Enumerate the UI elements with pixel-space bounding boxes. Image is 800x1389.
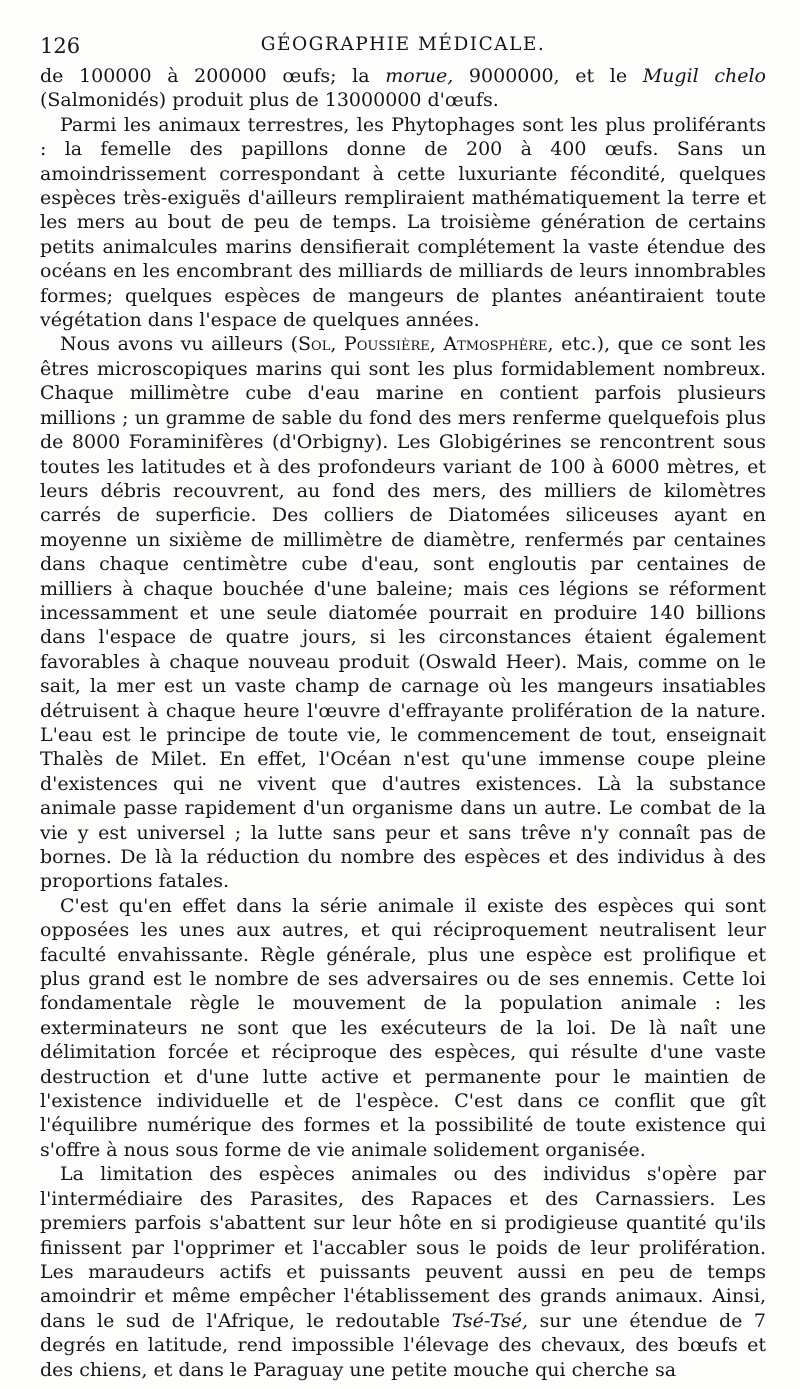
text-run: (Salmonidés) produit plus de 13000000 d'œufs. — [40, 89, 499, 112]
text-run: Nous avons vu ailleurs ( — [60, 333, 299, 356]
page-header — [40, 30, 766, 64]
text-run: 9000000, et le — [453, 65, 643, 87]
paragraph — [40, 113, 766, 333]
paragraph — [40, 894, 766, 1162]
small-caps-text: Sol, Poussière, Atmosphère, — [298, 333, 554, 356]
text-run: La limitation des espèces animales ou des individus s'opère par l'intermédiaire des Parasites, des Rapaces et des Carnassiers. Les premiers parfois s'abattent sur leur hôte en si prodigieuse quantité qu'ils finissent par l'opprimer et l'accabler sous le poids de leur prolifération. Les maraudeurs actifs et puissants peuvent aussi en peu de temps amoindrir et même empêcher l'établissement des grands animaux. Ainsi, dans le sud de l'Afrique, le redoutable — [40, 1163, 766, 1332]
text-run: C'est qu'en effet dans la série animale il existe des espèces qui sont opposées les unes aux autres, et qui réciproquement neutralisent leur faculté envahissante. Règle générale, plus une espèce est prolifique et plus grand est le nombre de ses adversaires ou de ses ennemis. Cette loi fondamentale règle le mouvement de la population animale : les exterminateurs ne sont que les exécuteurs de la loi. De là naît une délimitation forcée et réciproque des espèces, qui résulte d'une vaste destruction et d'une lutte active et permanente pour le maintien de l'existence individuelle et de l'espèce. C'est dans ce conflit que gît l'équilibre numérique des formes et la possibilité de toute existence qui s'offre à nous sous forme de vie animale solidement organisée. — [40, 894, 766, 1161]
text-run: etc.), que ce sont les êtres microscopiques marins qui sont les plus formidablement nombreux. Chaque millimètre cube d'eau marine en contient parfois plusieurs millions ; un gramme de sable du fond des mers renferme quelquefois plus de 8000 Foraminifères (d'Orbigny). Les Globigérines se rencontrent sous toutes les latitudes et à des profondeurs variant de 100 à 6000 mètres, et leurs débris recouvrent, au fond des mers, des milliers de kilomètres carrés de superficie. Des colliers de Diatomées siliceuses ayant en moyenne un sixième de millimètre de diamètre, renfermés par centaines dans chaque centimètre cube d'eau, sont engloutis par centaines de milliers à chaque bouchée d'une baleine; mais ces légions se réforment incessamment et une seule diatomée pourrait en produire 140 billions dans l'espace de quatre jours, si les circonstances étaient également favorables à chaque nouveau produit (Oswald Heer). Mais, comme on le sait, la mer est un vaste champ de carnage où les mangeurs insatiables détruisent à chaque heure l'œuvre d'effrayante prolifération de la nature. L'eau est le principe de toute vie, le commencement de tout, enseignait Thalès de Milet. En effet, l'Océan n'est qu'une immense coupe pleine d'existences qui ne vivent que d'autres existences. Là la substance animale passe rapidement d'un organisme dans un autre. Le combat de la vie y est universel ; la lutte sans peur et sans trêve n'y connaît pas de bornes. De là la réduction du nombre des espèces et des individus à des proportions fatales. — [40, 333, 767, 893]
italic-text: Tsé-Tsé, — [451, 1309, 528, 1332]
body-text — [40, 64, 766, 1382]
paragraph — [40, 332, 766, 893]
running-head: GÉOGRAPHIE MÉDICALE. — [260, 34, 546, 55]
paragraph — [40, 1162, 766, 1382]
italic-text: morue, — [385, 65, 454, 87]
text-run: Parmi les animaux terrestres, les Phytophages sont les plus proliférants : la femelle des papillons donne de 200 à 400 œufs. Sans un amoindrissement correspondant à cette luxuriante fécondité, quelques espèces très-exiguës d'ailleurs rempliraient mathématiquement la terre et les mers au bout de peu de temps. La troisième génération de certains petits animalcules marins densifierait complétement la vaste étendue des océans en les encombrant des milliards de milliards de leurs innombrables formes; quelques espèces de mangeurs de plantes anéantiraient toute végétation dans l'espace de quelques années. — [40, 113, 766, 332]
italic-text: Mugil chelo — [642, 65, 766, 87]
page-number: 126 — [40, 34, 81, 58]
text-run: de 100000 à 200000 œufs; la — [40, 65, 386, 87]
paragraph — [40, 64, 766, 113]
text-run: sur une étendue de 7 degrés en latitude, rend impossible l'élevage des chevaux, des bœufs et des chiens, et dans le Paraguay une petite mouche qui cherche sa — [40, 1309, 766, 1381]
